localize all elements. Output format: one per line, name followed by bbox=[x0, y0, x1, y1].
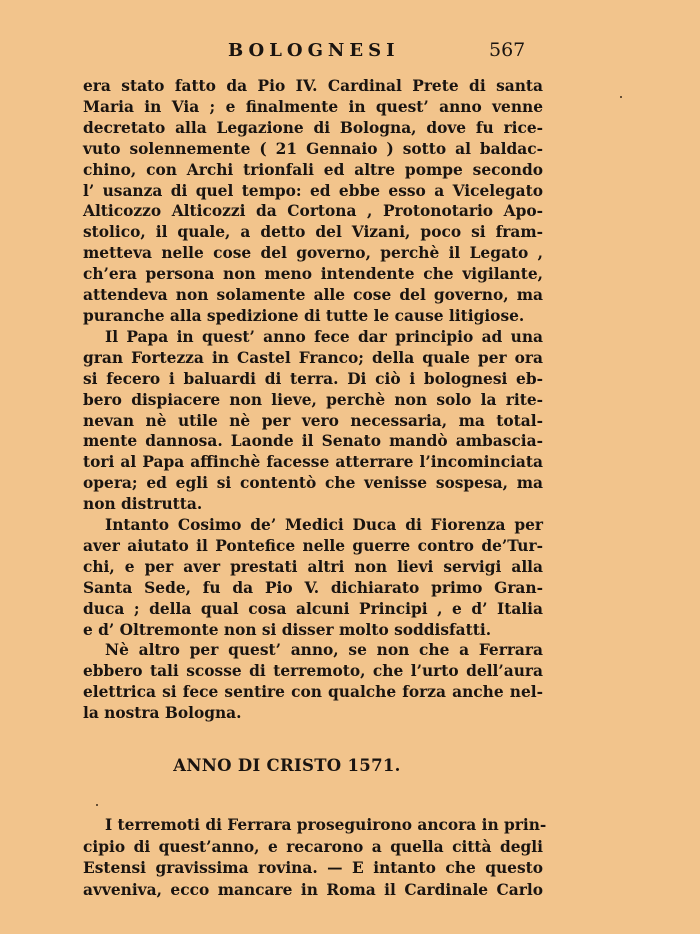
running-head bbox=[0, 40, 700, 66]
text-line: mente dannosa. Laonde il Senato mandò ambascia- bbox=[83, 432, 543, 451]
text-line: chi, e per aver prestati altri non lievi servigi alla bbox=[83, 557, 543, 576]
section-heading: ANNO DI CRISTO 1571. bbox=[173, 756, 401, 775]
text-line: Intanto Cosimo de’ Medici Duca di Fiorenza per bbox=[105, 516, 543, 535]
text-line: metteva nelle cose del governo, perchè il Legato , bbox=[83, 244, 543, 263]
text-line: chino, con Archi trionfali ed altre pompe secondo bbox=[83, 160, 543, 179]
section-heading-wrap bbox=[0, 756, 700, 775]
text-line: decretato alla Legazione di Bologna, dove fu rice- bbox=[83, 118, 543, 137]
text-line: ebbero tali scosse di terremoto, che l’urto dell’aura bbox=[83, 662, 543, 681]
text-line: Maria in Via ; e finalmente in quest’ anno venne bbox=[83, 97, 543, 116]
text-line: Nè altro per quest’ anno, se non che a Ferrara bbox=[105, 641, 543, 660]
text-line: era stato fatto da Pio IV. Cardinal Prete di santa bbox=[83, 77, 543, 95]
text-line: I terremoti di Ferrara proseguirono ancora in prin- bbox=[105, 816, 547, 834]
text-line: non distrutta. bbox=[83, 495, 203, 514]
text-line: e d’ Oltremonte non si disser molto soddisfatti. bbox=[83, 620, 492, 639]
text-line: Estensi gravissima rovina. — E intanto che questo bbox=[83, 859, 543, 878]
page-number: 567 bbox=[489, 39, 526, 61]
text-line: cipio di quest’anno, e recarono a quella città degli bbox=[83, 837, 543, 856]
text-line: Il Papa in quest’ anno fece dar principio ad una bbox=[105, 327, 543, 346]
text-line: duca ; della qual cosa alcuni Principi , e d’ Italia bbox=[83, 599, 543, 618]
text-line: bero dispiacere non lieve, perchè non solo la rite- bbox=[83, 390, 543, 409]
text-line: aver aiutato il Pontefice nelle guerre contro de’Tur- bbox=[83, 536, 543, 555]
text-line: opera; ed egli si contentò che venisse sospesa, ma bbox=[83, 474, 543, 493]
paper-speck bbox=[620, 96, 622, 98]
section-text bbox=[83, 815, 547, 902]
text-line: la nostra Bologna. bbox=[83, 704, 242, 723]
paper-speck bbox=[96, 804, 98, 806]
text-line: avveniva, ecco mancare in Roma il Cardinale Carlo bbox=[83, 881, 543, 900]
running-head-title: BOLOGNESI bbox=[228, 40, 400, 61]
text-line: Santa Sede, fu da Pio V. dichiarato primo Gran- bbox=[83, 578, 543, 597]
text-line: elettrica si fece sentire con qualche forza anche nel- bbox=[83, 683, 543, 702]
text-line: stolico, il quale, a detto del Vizani, poco si fram- bbox=[83, 223, 543, 242]
text-line: si fecero i baluardi di terra. Di ciò i bolognesi eb- bbox=[83, 369, 543, 388]
text-line: Alticozzo Alticozzi da Cortona , Protonotario Apo- bbox=[83, 202, 543, 221]
text-line: attendeva non solamente alle cose del governo, ma bbox=[83, 286, 543, 305]
text-line: nevan nè utile nè per vero necessaria, ma total- bbox=[83, 411, 543, 430]
text-line: gran Fortezza in Castel Franco; della quale per ora bbox=[83, 348, 543, 367]
body-text bbox=[83, 76, 543, 724]
text-line: puranche alla spedizione di tutte le cause litigiose. bbox=[83, 306, 525, 325]
text-line: vuto solennemente ( 21 Gennaio ) sotto al baldac- bbox=[83, 139, 543, 158]
text-line: tori al Papa affinchè facesse atterrare l’incominciata bbox=[83, 453, 543, 472]
text-line: l’ usanza di quel tempo: ed ebbe esso a Vicelegato bbox=[83, 181, 543, 200]
text-line: ch’era persona non meno intendente che vigilante, bbox=[83, 265, 543, 284]
